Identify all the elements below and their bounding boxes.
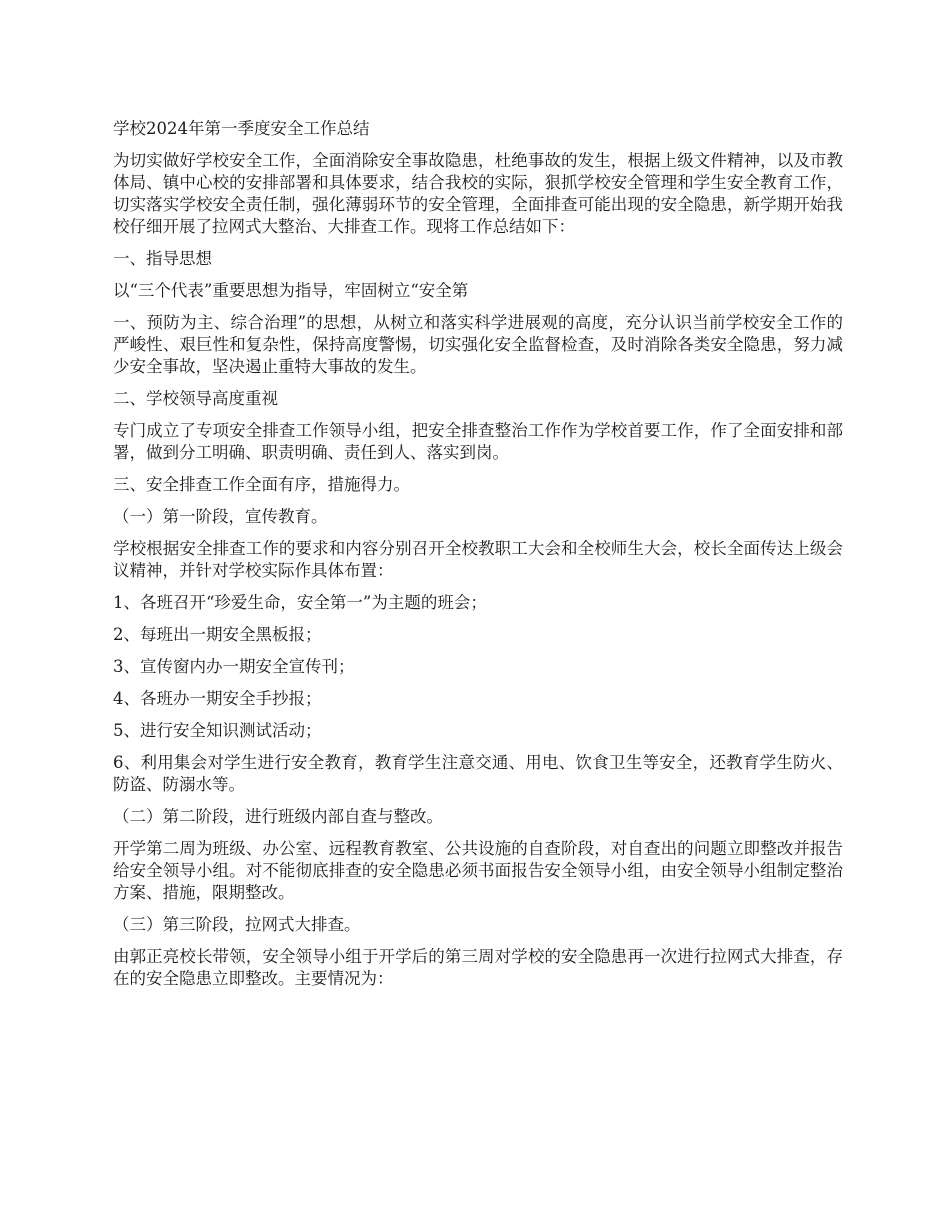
document-page	[113, 118, 843, 1000]
list-item: 5、进行安全知识测试活动；	[113, 721, 322, 740]
section-heading-guiding-ideology: 一、指导思想	[113, 249, 212, 268]
list-item: 1、各班召开“珍爱生命，安全第一”为主题的班会；	[113, 593, 487, 612]
paragraph: 开学第二周为班级、办公室、远程教育教室、公共设施的自查阶段，对自查出的问题立即整改并报告给安全领导小组。对不能彻底排查的安全隐患必须书面报告安全领导小组，由安全领导小组制定整治方案、措施，限期整改。	[113, 839, 843, 902]
section-heading-inspection: 三、安全排查工作全面有序，措施得力。	[113, 475, 410, 494]
subsection-heading-stage-three: （三）第三阶段，拉网式大排查。	[113, 915, 361, 934]
paragraph: 学校根据安全排查工作的要求和内容分别召开全校教职工大会和全校师生大会，校长全面传达上级会议精神，并针对学校实际作具体布置：	[113, 539, 843, 580]
section-heading-leadership: 二、学校领导高度重视	[113, 389, 278, 408]
list-item: 3、宣传窗内办一期安全宣传刊；	[113, 657, 355, 676]
subsection-heading-stage-one: （一）第一阶段，宣传教育。	[113, 507, 328, 526]
intro-paragraph: 为切实做好学校安全工作，全面消除安全事故隐患，杜绝事故的发生，根据上级文件精神，以及市教体局、镇中心校的安排部署和具体要求，结合我校的实际，狠抓学校安全管理和学生安全教育工作，切实落实学校安全责任制，强化薄弱环节的安全管理，全面排查可能出现的安全隐患，新学期开始我校仔细开展了拉网式大整治、大排查工作。现将工作总结如下：	[113, 151, 843, 236]
document-title: 学校2024年第一季度安全工作总结	[113, 119, 370, 138]
subsection-heading-stage-two: （二）第二阶段，进行班级内部自查与整改。	[113, 807, 443, 826]
paragraph: 以“三个代表”重要思想为指导，牢固树立“安全第	[113, 281, 469, 300]
list-item: 6、利用集会对学生进行安全教育，教育学生注意交通、用电、饮食卫生等安全，还教育学生防火、防盗、防溺水等。	[113, 753, 843, 794]
paragraph: 由郭正亮校长带领，安全领导小组于开学后的第三周对学校的安全隐患再一次进行拉网式大排查，存在的安全隐患立即整改。主要情况为：	[113, 947, 843, 988]
paragraph: 一、预防为主、综合治理”的思想，从树立和落实科学进展观的高度，充分认识当前学校安全工作的严峻性、艰巨性和复杂性，保持高度警惕，切实强化安全监督检查，及时消除各类安全隐患，努力减少安全事故，坚决遏止重特大事故的发生。	[113, 313, 843, 376]
paragraph: 专门成立了专项安全排查工作领导小组，把安全排查整治工作作为学校首要工作，作了全面安排和部署，做到分工明确、职责明确、责任到人、落实到岗。	[113, 421, 843, 462]
list-item: 4、各班办一期安全手抄报；	[113, 689, 322, 708]
list-item: 2、每班出一期安全黑板报；	[113, 625, 322, 644]
